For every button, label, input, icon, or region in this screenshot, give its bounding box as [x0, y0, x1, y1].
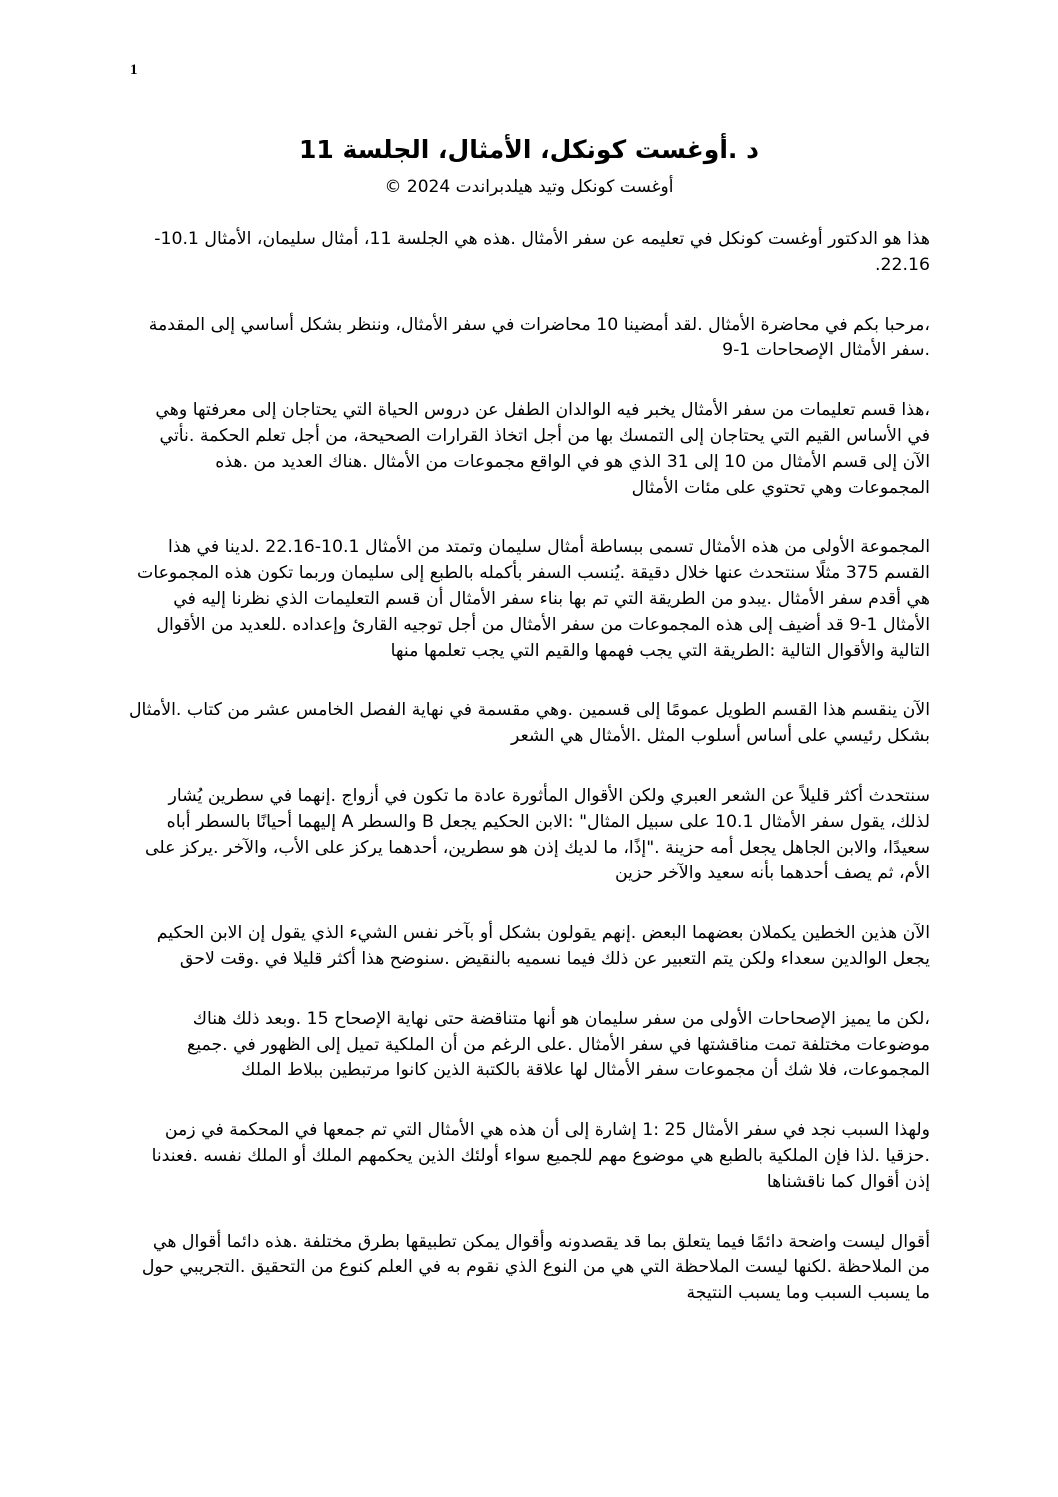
paragraph-8: ،لكن ما يميز الإصحاحات الأولى من سفر سليمان هو أنها متناقضة حتى نهاية الإصحاح 15 .وبعد ذلك هناك موضوعات مختلفة تمت مناقشتها في سفر الأمثال .على الرغم من أن الملكية تميل إلى الظهور في .جميع المجموعات، فلا شك أن مجموعات سفر الأمثال لها علاقة بالكتبة الذين كانوا مرتبطين ببلاط الملك [187, 1008, 930, 1081]
paragraph-1: هذا هو الدكتور أوغست كونكل في تعليمه عن سفر الأمثال .هذه هي الجلسة 11، أمثال سليمان، الأمثال 10.1-22.16. [154, 229, 930, 275]
document-body [128, 227, 930, 1341]
page-number: 1 [130, 62, 138, 78]
document-subtitle: أوغست كونكل وتيد هيلدبراندت 2024 © [384, 177, 674, 197]
paragraph-2: ،مرحبا بكم في محاضرة الأمثال .لقد أمضينا 10 محاضرات في سفر الأمثال، وننظر بشكل أساسي إلى المقدمة .سفر الأمثال الإصحاحات 1-9 [148, 314, 930, 361]
paragraph-5: الآن ينقسم هذا القسم الطويل عمومًا إلى قسمين .وهي مقسمة في نهاية الفصل الخامس عشر من كتاب .الأمثال بشكل رئيسي على أساس أسلوب المثل .الأمثال هي الشعر [128, 700, 930, 747]
paragraph-10: أقوال ليست واضحة دائمًا فيما يتعلق بما قد يقصدونه وأقوال يمكن تطبيقها بطرق مختلفة .هذه دائما أقوال هي من الملاحظة .لكنها ليست الملاحظة التي هي من النوع الذي نقوم به في العلم كنوع من التحقيق .التجريبي حول ما يسبب السبب وما يسبب النتيجة [141, 1231, 930, 1304]
paragraph-3: ،هذا قسم تعليمات من سفر الأمثال يخبر فيه الوالدان الطفل عن دروس الحياة التي يحتاجان إلى معرفتها وهي في الأساس القيم التي يحتاجان إلى التمسك بها من أجل اتخاذ القرارات الصحيحة، من أجل تعلم الحكمة .نأتي الآن إلى قسم الأمثال من 10 إلى 31 الذي هو في الواقع مجموعات من الأمثال .هناك العديد من .هذه المجموعات وهي تحتوي على مئات الأمثال [155, 400, 930, 498]
paragraph-6: سنتحدث أكثر قليلاً عن الشعر العبري ولكن الأقوال المأثورة عادة ما تكون في أزواج .إنهما في سطرين يُشار لذلك، يقول سفر الأمثال 10.1 على سبيل المثال" :الابن الحكيم يجعل B والسطر A إليهما أحيانًا بالسطر أباه سعيدًا، والابن الجاهل يجعل أمه حزينة ."إذًا، ما لديك إذن هو سطرين، أحدهما يركز على الأب، والآخر .يركز على الأم، ثم يصف أحدهما بأنه سعيد والآخر حزين [145, 785, 930, 884]
document-title: د .أوغست كونكل، الأمثال، الجلسة 11 [299, 135, 759, 164]
paragraph-4: المجموعة الأولى من هذه الأمثال تسمى ببساطة أمثال سليمان وتمتد من الأمثال 10.1-22.16 .لدينا في هذا القسم 375 مثلًا سنتحدث عنها خلال دقيقة .يُنسب السفر بأكمله بالطبع إلى سليمان وربما تكون هذه المجموعات هي أقدم سفر الأمثال .يبدو من الطريقة التي تم بها بناء سفر الأمثال أن قسم التعليمات الذي نظرنا إليه في الأمثال 1-9 قد أضيف إلى هذه المجموعات من سفر الأمثال من أجل توجيه القارئ وإعداده .للعديد من الأقوال التالية والأقوال التالية :الطريقة التي يجب فهمها والقيم التي يجب تعلمها منها [137, 537, 930, 661]
paragraph-9: ولهذا السبب نجد في سفر الأمثال 25 :1 إشارة إلى أن هذه هي الأمثال التي تم جمعها في المحكمة في زمن .حزقيا .لذا فإن الملكية بالطبع هي موضوع مهم للجميع سواء أولئك الذين يحكمهم الملك أو الملك نفسه .فعندنا إذن أقوال كما ناقشناها [151, 1120, 930, 1192]
paragraph-7: الآن هذين الخطين يكملان بعضهما البعض .إنهم يقولون بشكل أو بآخر نفس الشيء الذي يقول إن الابن الحكيم يجعل الوالدين سعداء ولكن يتم التعبير عن ذلك فيما نسميه بالنقيض .سنوضح هذا أكثر قليلا في .وقت لاحق [156, 923, 930, 969]
